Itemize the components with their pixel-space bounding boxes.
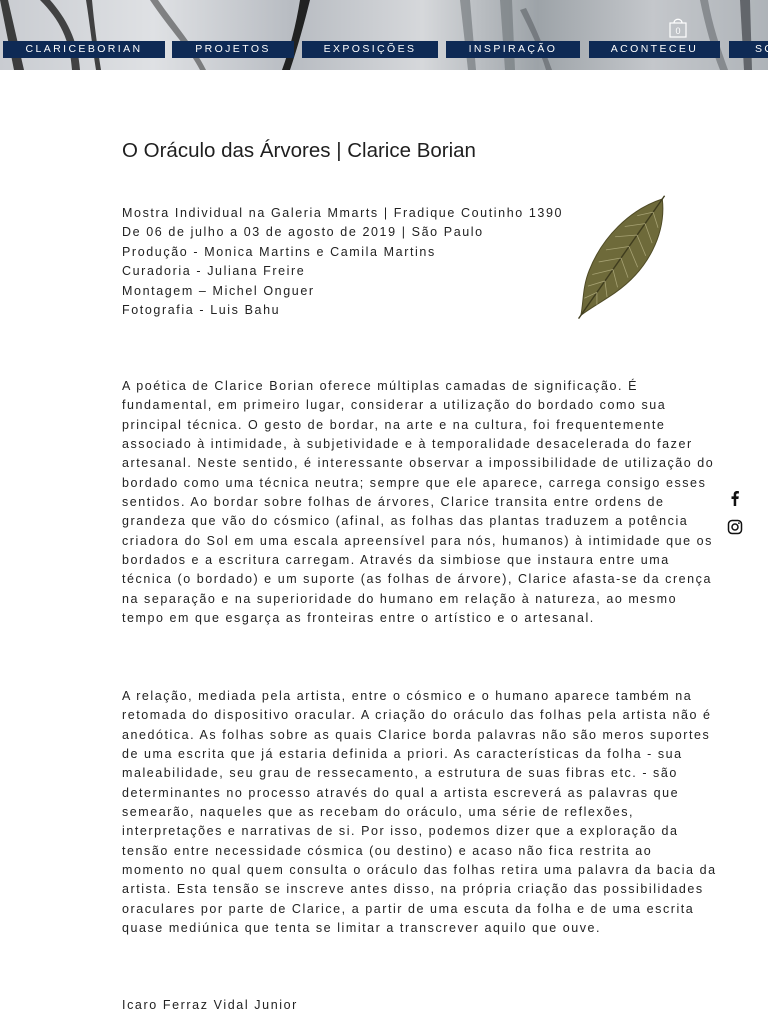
cart-button[interactable] <box>667 15 689 39</box>
nav-item-clariceborian[interactable]: CLARICEBORIAN <box>3 41 165 58</box>
article-paragraph-1: A poética de Clarice Borian oferece múltiplas camadas de significação. É fundamental, em primeiro lugar, considerar a utilização do bordado como sua principal técnica. O gesto de bordar, na arte e na cultura, foi frequentemente associado à intimidade, à subjetividade e à temporalidade desacelerada do fazer artesanal. Neste sentido, é interessante observar a impossibilidade de utilização do bordado como uma técnica neutra; sempre que ele aparece, carrega consigo esses sentidos. Ao bordar sobre folhas de árvores, Clarice transita entre ordens de grandeza que vão do cósmico (afinal, as folhas das plantas traduzem a potência criadora do Sol em uma escala apreensível para nós, humanos) à intimidade que os bordados e a escritura carregam. Através da simbiose que instaura entre uma técnica (o bordado) e um suporte (as folhas de árvore), Clarice afasta-se da crença na separação e na superioridade do humano em relação à natureza, ao mesmo tempo em que esgarça as fronteiras entre o artístico e o artesanal. <box>122 379 715 626</box>
credit-line-installation: Montagem – Michel Onguer <box>122 283 315 298</box>
instagram-icon[interactable] <box>726 518 744 536</box>
exhibition-credits <box>122 204 563 320</box>
nav-item-exposicoes[interactable]: EXPOSIÇÕES <box>302 41 438 58</box>
banner-branches-photo <box>0 0 768 70</box>
cart-count: 0 <box>675 26 681 36</box>
credit-line-dates: De 06 de julho a 03 de agosto de 2019 | São Paulo <box>122 225 484 240</box>
credit-line-curation: Curadoria - Juliana Freire <box>122 264 306 279</box>
nav-item-aconteceu[interactable]: ACONTECEU <box>589 41 720 58</box>
main-nav <box>0 41 775 58</box>
nav-item-projetos[interactable]: PROJETOS <box>172 41 294 58</box>
page-title: O Oráculo das Árvores | Clarice Borian <box>122 139 476 162</box>
credit-line-exhibition: Mostra Individual na Galeria Mmarts | Fradique Coutinho 1390 <box>122 206 564 220</box>
feather-leaf-illustration <box>566 182 676 334</box>
header-banner <box>0 0 775 70</box>
article-paragraph-2: A relação, mediada pela artista, entre o cósmico e o humano aparece também na retomada do dispositivo oracular. A criação do oráculo das folhas pela artista não é anedótica. As folhas sobre as quais Clarice borda palavras não são meros suportes de uma escrita que já estaria definida a priori. As características da folha - sua maleabilidade, seu grau de ressecamento, a estrutura de suas fibras etc. - são determinantes no processo através do qual a artista escreverá as palavras que semearão, naqueles que as recebam do oráculo, uma série de reflexões, interpretações e narrativas de si. Por isso, podemos dizer que a exploração da tensão entre necessidade cósmica (ou destino) e acaso não fica restrita ao momento no qual quem consulta o oráculo das folhas retira uma palavra da bacia da artista. Esta tensão se inscreve antes disso, na própria criação das possibilidades oraculares por parte de Clarice, a partir de uma escuta da folha e de uma escrita quase mediúnica que tenta se limitar a transcrever aquilo que ouve. <box>122 689 717 936</box>
nav-item-inspiracao[interactable]: INSPIRAÇÃO <box>446 41 580 58</box>
facebook-icon[interactable] <box>726 489 744 507</box>
nav-item-so[interactable]: SO <box>729 41 768 58</box>
article-author: Icaro Ferraz Vidal Junior <box>122 998 298 1012</box>
credit-line-photography: Fotografia - Luis Bahu <box>122 303 281 318</box>
credit-line-production: Produção - Monica Martins e Camila Martins <box>122 244 436 259</box>
